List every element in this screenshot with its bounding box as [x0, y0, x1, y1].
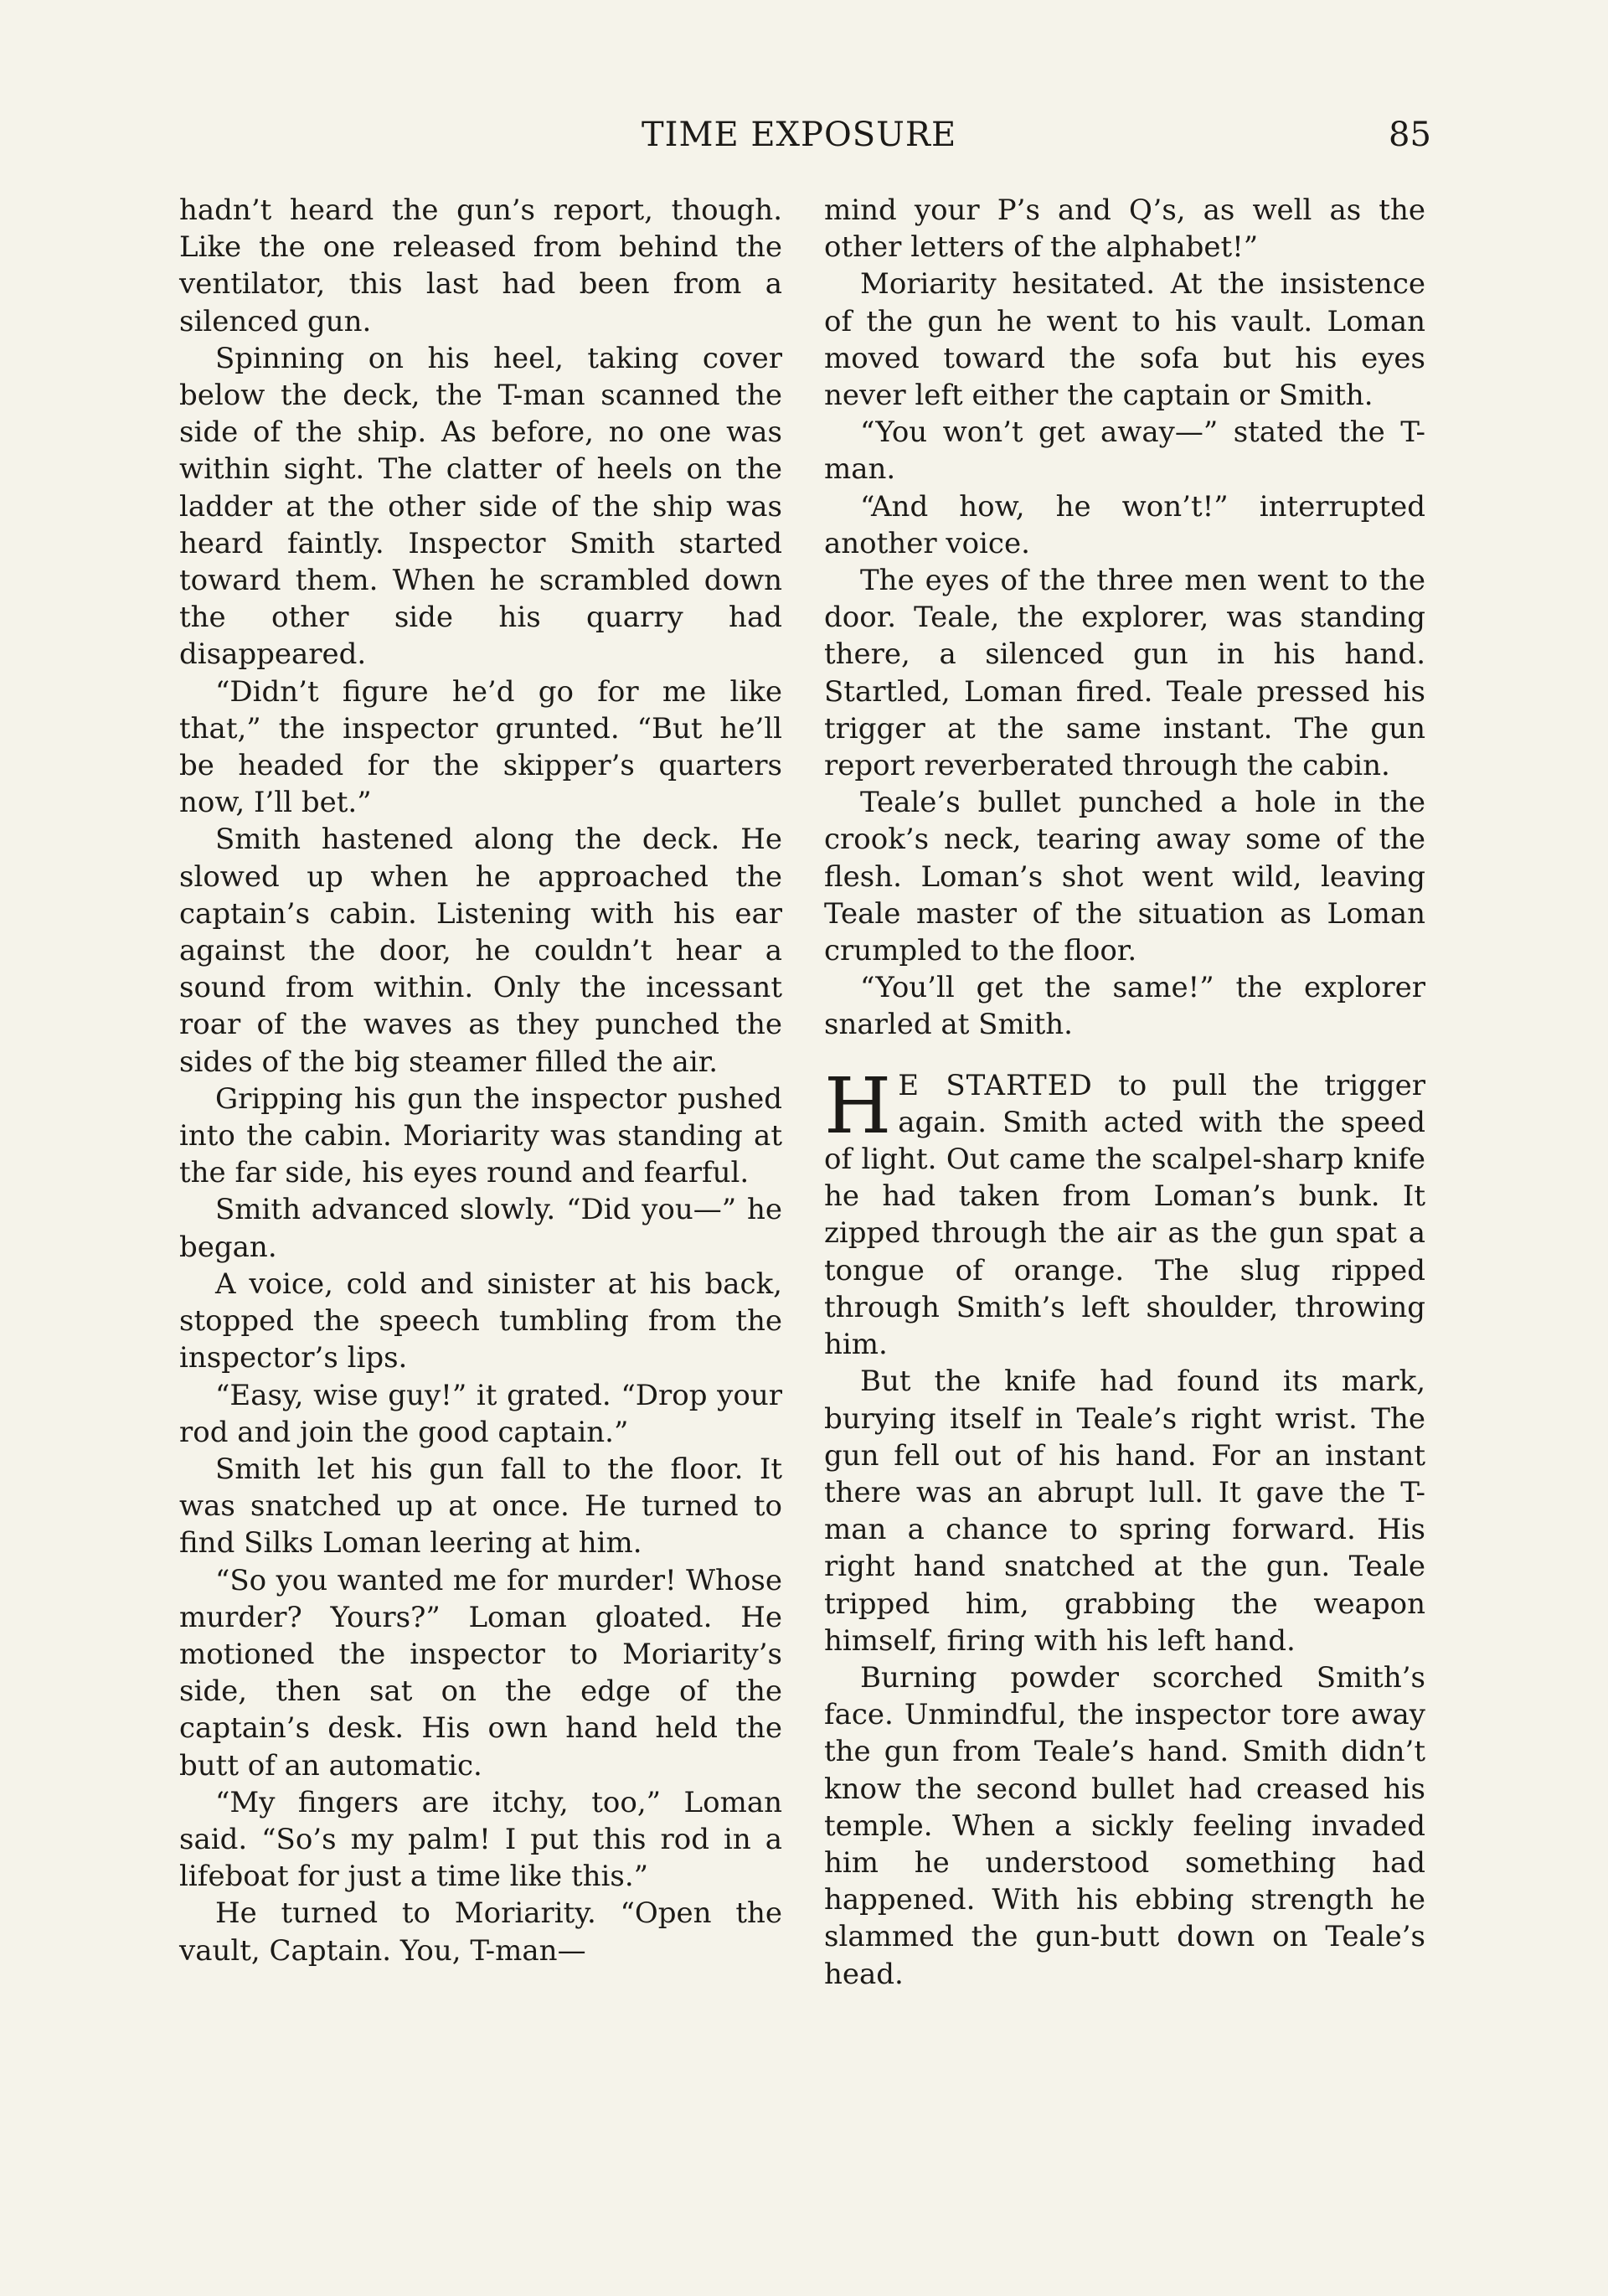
paragraph: mind your P’s and Q’s, as well as the other letters of the alphabet!”	[824, 193, 1425, 265]
paragraph: “You’ll get the same!” the explorer snarled at Smith.	[824, 971, 1425, 1042]
paragraph: The eyes of the three men went to the door. Teale, the explorer, was standing there, a silenced gun in his hand. Startled, Loman fired. Teale pressed his trigger at the same instant. The gun report reverberated through the cabin.	[824, 564, 1425, 783]
paragraph: “You won’t get away—” stated the T-man.	[824, 415, 1425, 487]
dropcap-paragraph-text: to pull the trigger again. Smith acted with the speed of light. Out came the scalpel-sharp knife he had taken from Loman’s bunk. It zipped through the air as the gun spat a tongue of orange. The slug ripped through Smith’s left shoulder, throwing him.	[824, 1068, 1425, 1362]
paragraph: hadn’t heard the gun’s report, though. Like the one released from behind the ventilator, this last had been from a silenced gun.	[179, 193, 782, 338]
paragraph: “My fingers are itchy, too,” Loman said. “So’s my palm! I put this rod in a lifeboat for just a time like this.”	[179, 1785, 782, 1894]
paragraph: Moriarity hesitated. At the insistence of the gun he went to his vault. Loman moved toward the sofa but his eyes never left either the captain or Smith.	[824, 267, 1425, 413]
paragraph: “Didn’t figure he’d go for me like that,” the inspector grunted. “But he’ll be headed for the skipper’s quarters now, I’ll bet.”	[179, 674, 782, 820]
paragraph: Smith hastened along the deck. He slowed up when he approached the captain’s cabin. Listening with his ear against the door, he couldn’t hear a sound from within. Only the incessant roar of the waves as they punched the sides of the big steamer filled the air.	[179, 823, 782, 1079]
paragraph: Smith advanced slowly. “Did you—” he began.	[179, 1193, 782, 1264]
paragraph: A voice, cold and sinister at his back, stopped the speech tumbling from the inspector’s lips.	[179, 1267, 782, 1375]
paragraph: “And how, he won’t!” interrupted another voice.	[824, 489, 1425, 560]
paragraph: Spinning on his heel, taking cover below the deck, the T-man scanned the side of the ship. As before, no one was within sight. The clatter of heels on the ladder at the other side of the ship was heard faintly. Inspector Smith started toward them. When he scrambled down the other side his quarry had disappeared.	[179, 341, 782, 672]
section-break	[824, 1044, 1425, 1067]
dropcap-lead-words: E STARTED	[898, 1068, 1093, 1102]
drop-cap: H	[824, 1060, 892, 1151]
paragraph: “Easy, wise guy!” it grated. “Drop your rod and join the good captain.”	[179, 1378, 782, 1449]
running-title: TIME EXPOSURE	[642, 116, 957, 154]
page-number: 85	[1389, 116, 1431, 154]
paragraph: Gripping his gun the inspector pushed into the cabin. Moriarity was standing at the far side, his eyes round and fearful.	[179, 1081, 782, 1190]
paragraph: Burning powder scorched Smith’s face. Unmindful, the inspector tore away the gun from Teale’s hand. Smith didn’t know the second bullet had creased his temple. When a sickly feeling invaded him he understood something had happened. With his ebbing strength he slammed the gun-butt down on Teale’s head.	[824, 1660, 1425, 1991]
dropcap-paragraph	[824, 1060, 1425, 1364]
paragraph: Teale’s bullet punched a hole in the crook’s neck, tearing away some of the flesh. Loman’s shot went wild, leaving Teale master of the situation as Loman crumpled to the floor.	[824, 786, 1425, 968]
paragraph: “So you wanted me for murder! Whose murder? Yours?” Loman gloated. He motioned the inspector to Moriarity’s side, then sat on the edge of the captain’s desk. His own hand held the butt of an automatic.	[179, 1563, 782, 1783]
right-column	[824, 192, 1425, 1993]
paragraph: Smith let his gun fall to the floor. It was snatched up at once. He turned to find Silks Loman leering at him.	[179, 1452, 782, 1561]
left-column	[179, 192, 782, 1969]
paragraph: He turned to Moriarity. “Open the vault, Captain. You, T-man—	[179, 1896, 782, 1968]
paragraph: But the knife had found its mark, burying itself in Teale’s right wrist. The gun fell out of his hand. For an instant there was an abrupt lull. It gave the T-man a chance to spring forward. His right hand snatched at the gun. Teale tripped him, grabbing the weapon himself, firing with his left hand.	[824, 1365, 1425, 1658]
